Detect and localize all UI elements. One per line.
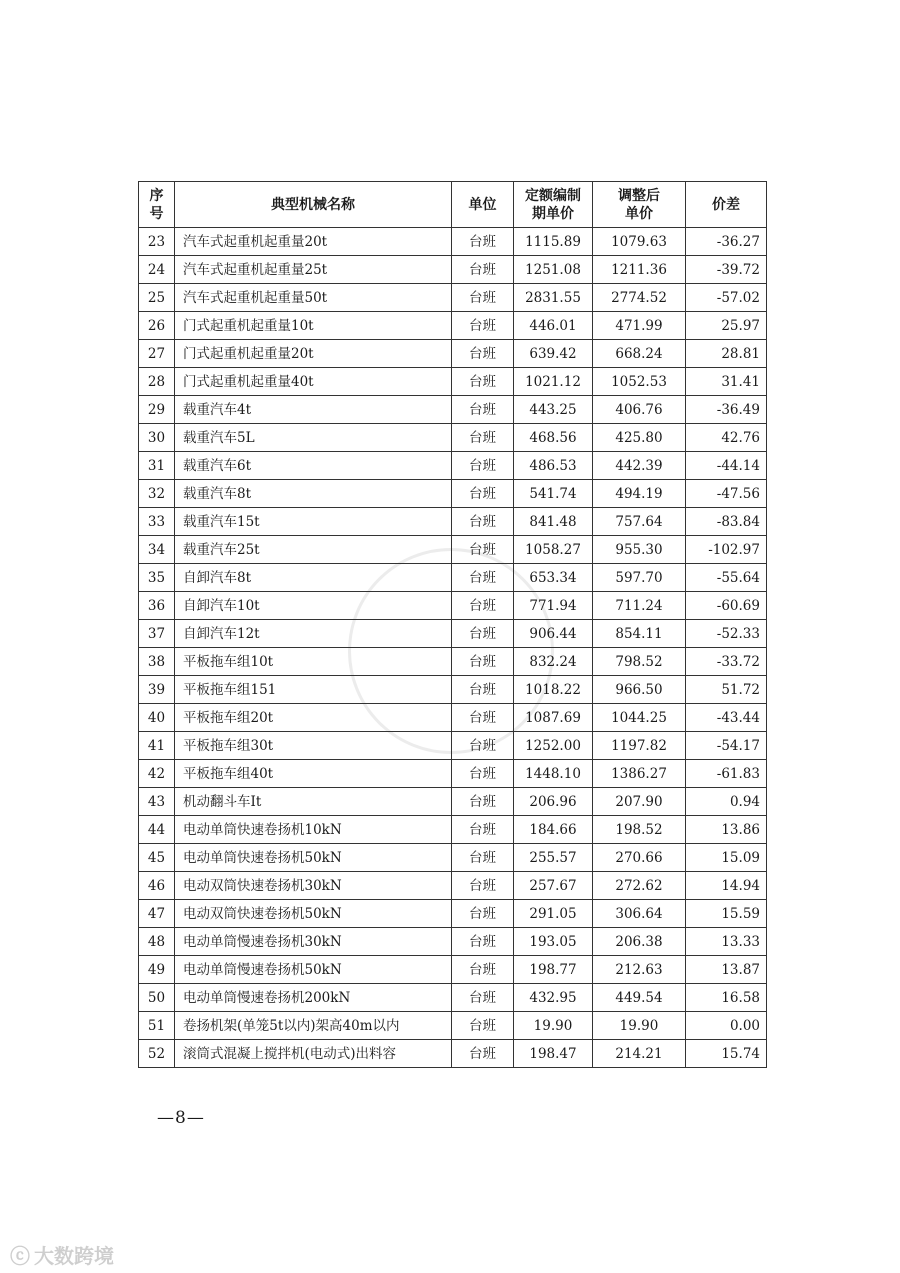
cell-adjusted-price: 272.62 <box>593 872 686 900</box>
cell-adjusted-price: 198.52 <box>593 816 686 844</box>
table-row <box>139 592 767 620</box>
cell-unit: 台班 <box>452 256 514 284</box>
cell-unit: 台班 <box>452 424 514 452</box>
cell-quota-price: 653.34 <box>514 564 593 592</box>
cell-machine-name: 平板拖车组10t <box>175 648 452 676</box>
table-row <box>139 256 767 284</box>
cell-unit: 台班 <box>452 312 514 340</box>
header-difference: 价差 <box>686 182 767 228</box>
cell-quota-price: 1058.27 <box>514 536 593 564</box>
cell-adjusted-price: 1386.27 <box>593 760 686 788</box>
watermark-text: 大数跨境 <box>34 1244 114 1268</box>
cell-adjusted-price: 668.24 <box>593 340 686 368</box>
cell-no: 41 <box>139 732 175 760</box>
cell-unit: 台班 <box>452 872 514 900</box>
cell-adjusted-price: 1197.82 <box>593 732 686 760</box>
table-body <box>139 228 767 1068</box>
table-row <box>139 452 767 480</box>
cell-no: 39 <box>139 676 175 704</box>
cell-machine-name: 电动单筒慢速卷扬机30kN <box>175 928 452 956</box>
cell-difference: -52.33 <box>686 620 767 648</box>
machine-price-table <box>138 181 767 1068</box>
cell-no: 35 <box>139 564 175 592</box>
cell-machine-name: 载重汽车5L <box>175 424 452 452</box>
cell-adjusted-price: 494.19 <box>593 480 686 508</box>
cell-machine-name: 载重汽车8t <box>175 480 452 508</box>
cell-adjusted-price: 214.21 <box>593 1040 686 1068</box>
cell-quota-price: 1018.22 <box>514 676 593 704</box>
header-unit: 单位 <box>452 182 514 228</box>
cell-adjusted-price: 2774.52 <box>593 284 686 312</box>
cell-unit: 台班 <box>452 984 514 1012</box>
table-row <box>139 284 767 312</box>
cell-difference: 0.00 <box>686 1012 767 1040</box>
table-row <box>139 536 767 564</box>
table-row <box>139 676 767 704</box>
cell-machine-name: 自卸汽车8t <box>175 564 452 592</box>
cell-unit: 台班 <box>452 284 514 312</box>
cell-difference: -33.72 <box>686 648 767 676</box>
cell-unit: 台班 <box>452 340 514 368</box>
cell-machine-name: 门式起重机起重量10t <box>175 312 452 340</box>
cell-quota-price: 255.57 <box>514 844 593 872</box>
cell-adjusted-price: 966.50 <box>593 676 686 704</box>
cell-no: 32 <box>139 480 175 508</box>
header-no: 序 号 <box>139 182 175 228</box>
cell-no: 36 <box>139 592 175 620</box>
cell-quota-price: 198.47 <box>514 1040 593 1068</box>
cell-machine-name: 电动双筒快速卷扬机50kN <box>175 900 452 928</box>
cell-difference: 28.81 <box>686 340 767 368</box>
cell-unit: 台班 <box>452 564 514 592</box>
header-name: 典型机械名称 <box>175 182 452 228</box>
cell-adjusted-price: 1211.36 <box>593 256 686 284</box>
cell-no: 29 <box>139 396 175 424</box>
cell-quota-price: 432.95 <box>514 984 593 1012</box>
cell-no: 38 <box>139 648 175 676</box>
cell-no: 26 <box>139 312 175 340</box>
cell-unit: 台班 <box>452 676 514 704</box>
cell-difference: -39.72 <box>686 256 767 284</box>
table-row <box>139 368 767 396</box>
cell-adjusted-price: 955.30 <box>593 536 686 564</box>
cell-difference: 15.59 <box>686 900 767 928</box>
cell-quota-price: 1115.89 <box>514 228 593 256</box>
cell-unit: 台班 <box>452 816 514 844</box>
cell-no: 49 <box>139 956 175 984</box>
cell-machine-name: 门式起重机起重量40t <box>175 368 452 396</box>
cell-quota-price: 291.05 <box>514 900 593 928</box>
cell-quota-price: 206.96 <box>514 788 593 816</box>
cell-quota-price: 832.24 <box>514 648 593 676</box>
cell-quota-price: 2831.55 <box>514 284 593 312</box>
watermark <box>10 1240 114 1269</box>
cell-no: 48 <box>139 928 175 956</box>
cell-unit: 台班 <box>452 452 514 480</box>
cell-difference: 13.86 <box>686 816 767 844</box>
cell-adjusted-price: 1052.53 <box>593 368 686 396</box>
cell-difference: -83.84 <box>686 508 767 536</box>
cell-adjusted-price: 854.11 <box>593 620 686 648</box>
table-row <box>139 620 767 648</box>
table-row <box>139 564 767 592</box>
cell-unit: 台班 <box>452 508 514 536</box>
cell-quota-price: 771.94 <box>514 592 593 620</box>
cell-adjusted-price: 471.99 <box>593 312 686 340</box>
cell-quota-price: 193.05 <box>514 928 593 956</box>
cell-no: 50 <box>139 984 175 1012</box>
cell-adjusted-price: 442.39 <box>593 452 686 480</box>
cell-adjusted-price: 206.38 <box>593 928 686 956</box>
cell-quota-price: 468.56 <box>514 424 593 452</box>
cell-no: 30 <box>139 424 175 452</box>
cell-adjusted-price: 425.80 <box>593 424 686 452</box>
cell-quota-price: 1087.69 <box>514 704 593 732</box>
cell-adjusted-price: 798.52 <box>593 648 686 676</box>
cell-unit: 台班 <box>452 844 514 872</box>
table-row <box>139 648 767 676</box>
cell-quota-price: 443.25 <box>514 396 593 424</box>
table-row <box>139 480 767 508</box>
cell-no: 45 <box>139 844 175 872</box>
cell-unit: 台班 <box>452 1012 514 1040</box>
cell-unit: 台班 <box>452 536 514 564</box>
table-row <box>139 984 767 1012</box>
cell-no: 37 <box>139 620 175 648</box>
cell-no: 51 <box>139 1012 175 1040</box>
cell-unit: 台班 <box>452 900 514 928</box>
cell-difference: 15.09 <box>686 844 767 872</box>
cell-quota-price: 1021.12 <box>514 368 593 396</box>
table-row <box>139 844 767 872</box>
cell-difference: -36.27 <box>686 228 767 256</box>
cell-adjusted-price: 207.90 <box>593 788 686 816</box>
cell-unit: 台班 <box>452 760 514 788</box>
cell-quota-price: 906.44 <box>514 620 593 648</box>
cell-adjusted-price: 597.70 <box>593 564 686 592</box>
cell-no: 25 <box>139 284 175 312</box>
cell-adjusted-price: 306.64 <box>593 900 686 928</box>
table-row <box>139 1012 767 1040</box>
cell-adjusted-price: 406.76 <box>593 396 686 424</box>
cell-machine-name: 自卸汽车12t <box>175 620 452 648</box>
cell-no: 47 <box>139 900 175 928</box>
cell-unit: 台班 <box>452 788 514 816</box>
cell-quota-price: 184.66 <box>514 816 593 844</box>
cell-difference: -54.17 <box>686 732 767 760</box>
cell-machine-name: 电动单筒慢速卷扬机200kN <box>175 984 452 1012</box>
cell-unit: 台班 <box>452 228 514 256</box>
cell-difference: 16.58 <box>686 984 767 1012</box>
cell-machine-name: 电动单筒快速卷扬机50kN <box>175 844 452 872</box>
cell-unit: 台班 <box>452 368 514 396</box>
cell-machine-name: 电动单筒快速卷扬机10kN <box>175 816 452 844</box>
cell-no: 31 <box>139 452 175 480</box>
cell-adjusted-price: 1079.63 <box>593 228 686 256</box>
cell-adjusted-price: 711.24 <box>593 592 686 620</box>
cell-unit: 台班 <box>452 620 514 648</box>
cell-no: 24 <box>139 256 175 284</box>
cell-adjusted-price: 19.90 <box>593 1012 686 1040</box>
table-row <box>139 760 767 788</box>
table-row <box>139 508 767 536</box>
cell-quota-price: 486.53 <box>514 452 593 480</box>
table-row <box>139 900 767 928</box>
header-adjusted-price: 调整后 单价 <box>593 182 686 228</box>
cell-no: 52 <box>139 1040 175 1068</box>
cell-machine-name: 载重汽车6t <box>175 452 452 480</box>
cell-difference: -102.97 <box>686 536 767 564</box>
cell-difference: 15.74 <box>686 1040 767 1068</box>
cell-difference: 42.76 <box>686 424 767 452</box>
cell-unit: 台班 <box>452 704 514 732</box>
wechat-logo-icon: ⓒ <box>10 1244 30 1268</box>
table-row <box>139 732 767 760</box>
cell-unit: 台班 <box>452 1040 514 1068</box>
cell-machine-name: 载重汽车15t <box>175 508 452 536</box>
cell-unit: 台班 <box>452 480 514 508</box>
table-row <box>139 340 767 368</box>
cell-unit: 台班 <box>452 928 514 956</box>
cell-unit: 台班 <box>452 956 514 984</box>
table-row <box>139 704 767 732</box>
cell-no: 43 <box>139 788 175 816</box>
cell-machine-name: 汽车式起重机起重量50t <box>175 284 452 312</box>
cell-quota-price: 1252.00 <box>514 732 593 760</box>
table-header-row <box>139 182 767 228</box>
cell-difference: 51.72 <box>686 676 767 704</box>
cell-no: 44 <box>139 816 175 844</box>
cell-adjusted-price: 212.63 <box>593 956 686 984</box>
cell-machine-name: 平板拖车组151 <box>175 676 452 704</box>
cell-difference: -44.14 <box>686 452 767 480</box>
cell-machine-name: 汽车式起重机起重量20t <box>175 228 452 256</box>
cell-unit: 台班 <box>452 396 514 424</box>
cell-machine-name: 卷扬机架(单笼5t以内)架高40m以内 <box>175 1012 452 1040</box>
cell-no: 27 <box>139 340 175 368</box>
cell-machine-name: 平板拖车组20t <box>175 704 452 732</box>
table-row <box>139 424 767 452</box>
table-row <box>139 872 767 900</box>
cell-unit: 台班 <box>452 592 514 620</box>
cell-adjusted-price: 270.66 <box>593 844 686 872</box>
cell-machine-name: 电动双筒快速卷扬机30kN <box>175 872 452 900</box>
cell-machine-name: 载重汽车25t <box>175 536 452 564</box>
cell-difference: 31.41 <box>686 368 767 396</box>
cell-unit: 台班 <box>452 648 514 676</box>
cell-no: 23 <box>139 228 175 256</box>
cell-difference: -36.49 <box>686 396 767 424</box>
cell-no: 40 <box>139 704 175 732</box>
cell-difference: -43.44 <box>686 704 767 732</box>
cell-quota-price: 1251.08 <box>514 256 593 284</box>
cell-machine-name: 自卸汽车10t <box>175 592 452 620</box>
cell-machine-name: 滚筒式混凝上搅拌机(电动式)出料容 <box>175 1040 452 1068</box>
cell-no: 42 <box>139 760 175 788</box>
table-row <box>139 928 767 956</box>
table-row <box>139 788 767 816</box>
cell-machine-name: 电动单筒慢速卷扬机50kN <box>175 956 452 984</box>
cell-difference: 13.87 <box>686 956 767 984</box>
table-row <box>139 956 767 984</box>
table-row <box>139 312 767 340</box>
page-number: —8— <box>157 1108 205 1128</box>
table-row <box>139 816 767 844</box>
cell-difference: 25.97 <box>686 312 767 340</box>
cell-quota-price: 841.48 <box>514 508 593 536</box>
cell-adjusted-price: 1044.25 <box>593 704 686 732</box>
cell-machine-name: 汽车式起重机起重量25t <box>175 256 452 284</box>
cell-no: 34 <box>139 536 175 564</box>
cell-quota-price: 198.77 <box>514 956 593 984</box>
cell-difference: -47.56 <box>686 480 767 508</box>
table-row <box>139 1040 767 1068</box>
cell-quota-price: 446.01 <box>514 312 593 340</box>
cell-quota-price: 19.90 <box>514 1012 593 1040</box>
cell-difference: -57.02 <box>686 284 767 312</box>
table-row <box>139 228 767 256</box>
cell-difference: -61.83 <box>686 760 767 788</box>
cell-difference: 13.33 <box>686 928 767 956</box>
table-row <box>139 396 767 424</box>
cell-adjusted-price: 449.54 <box>593 984 686 1012</box>
cell-machine-name: 门式起重机起重量20t <box>175 340 452 368</box>
header-quota-price: 定额编制 期单价 <box>514 182 593 228</box>
cell-unit: 台班 <box>452 732 514 760</box>
cell-difference: -60.69 <box>686 592 767 620</box>
cell-adjusted-price: 757.64 <box>593 508 686 536</box>
cell-machine-name: 机动翻斗车It <box>175 788 452 816</box>
cell-machine-name: 平板拖车组30t <box>175 732 452 760</box>
cell-machine-name: 平板拖车组40t <box>175 760 452 788</box>
cell-quota-price: 257.67 <box>514 872 593 900</box>
cell-no: 28 <box>139 368 175 396</box>
cell-difference: 0.94 <box>686 788 767 816</box>
cell-quota-price: 541.74 <box>514 480 593 508</box>
cell-quota-price: 639.42 <box>514 340 593 368</box>
cell-quota-price: 1448.10 <box>514 760 593 788</box>
cell-difference: 14.94 <box>686 872 767 900</box>
cell-no: 33 <box>139 508 175 536</box>
cell-machine-name: 载重汽车4t <box>175 396 452 424</box>
cell-no: 46 <box>139 872 175 900</box>
cell-difference: -55.64 <box>686 564 767 592</box>
